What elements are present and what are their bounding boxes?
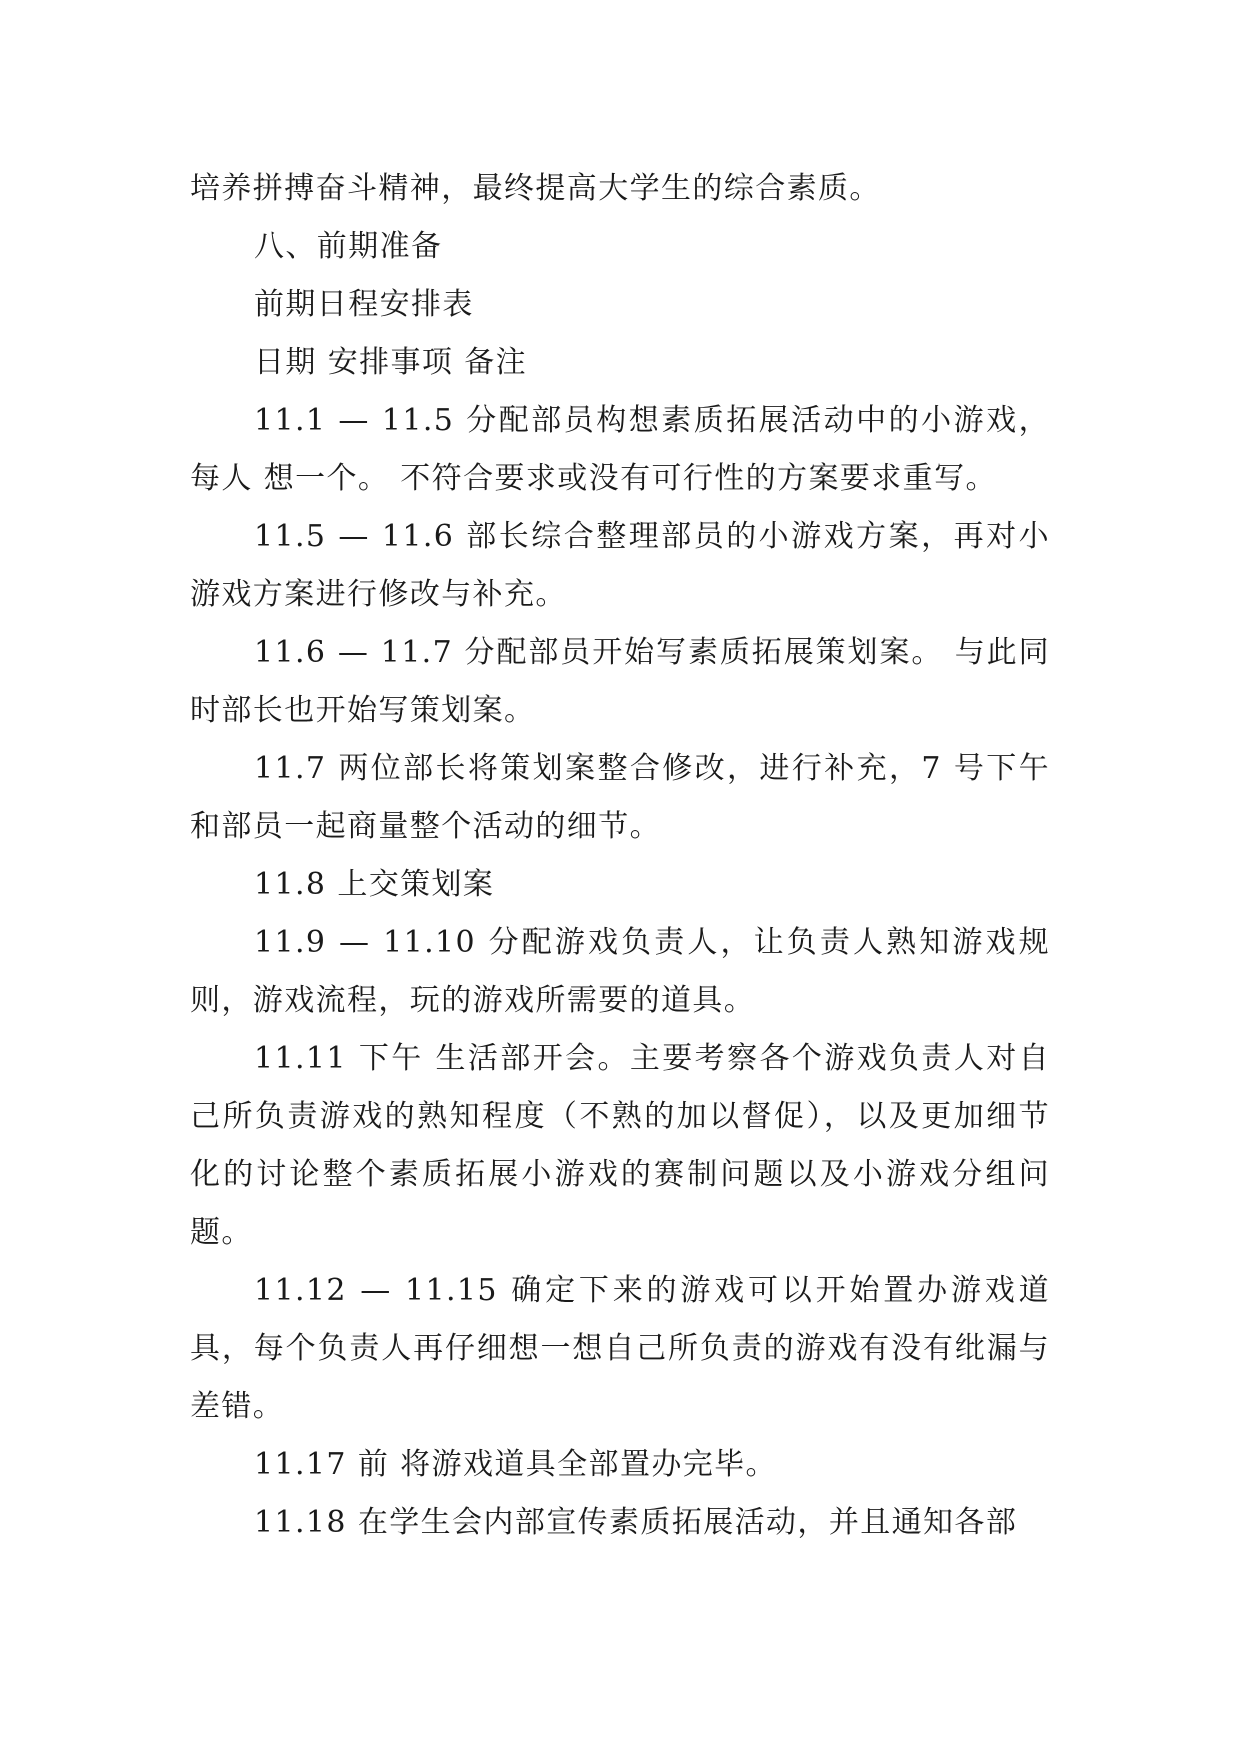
schedule-item: 11.12 — 11.15 确定下来的游戏可以开始置办游戏道具，每个负责人再仔细想一想自己所负责的游戏有没有纰漏与差错。: [190, 1273, 1050, 1424]
schedule-item: 11.18 在学生会内部宣传素质拓展活动，并且通知各部: [254, 1505, 1018, 1540]
schedule-item: 11.9 — 11.10 分配游戏负责人，让负责人熟知游戏规则，游戏流程，玩的游戏所需要的道具。: [190, 925, 1050, 1018]
schedule-item: 11.11 下午 生活部开会。主要考察各个游戏负责人对自己所负责游戏的熟知程度（不熟的加以督促），以及更加细节化的讨论整个素质拓展小游戏的赛制问题以及小游戏分组问题。: [190, 1041, 1050, 1250]
schedule-table-header: 日期 安排事项 备注: [254, 345, 528, 380]
schedule-item: 11.5 — 11.6 部长综合整理部员的小游戏方案，再对小游戏方案进行修改与补充。: [190, 519, 1050, 612]
schedule-item: 11.17 前 将游戏道具全部置办完毕。: [254, 1447, 777, 1482]
schedule-item: 11.1 — 11.5 分配部员构想素质拓展活动中的小游戏，每人 想一个。 不符合要求或没有可行性的方案要求重写。: [190, 403, 1050, 496]
section-heading-preparation: 八、前期准备: [254, 229, 443, 264]
schedule-item: 11.8 上交策划案: [254, 867, 495, 902]
schedule-table-title: 前期日程安排表: [254, 287, 474, 322]
document-body: [190, 160, 1050, 1552]
schedule-item: 11.7 两位部长将策划案整合修改，进行补充，7 号下午和部员一起商量整个活动的细节。: [190, 751, 1050, 844]
schedule-item: 11.6 — 11.7 分配部员开始写素质拓展策划案。 与此同时部长也开始写策划案。: [190, 635, 1050, 728]
paragraph-continuation: 培养拼搏奋斗精神，最终提高大学生的综合素质。: [190, 171, 881, 206]
